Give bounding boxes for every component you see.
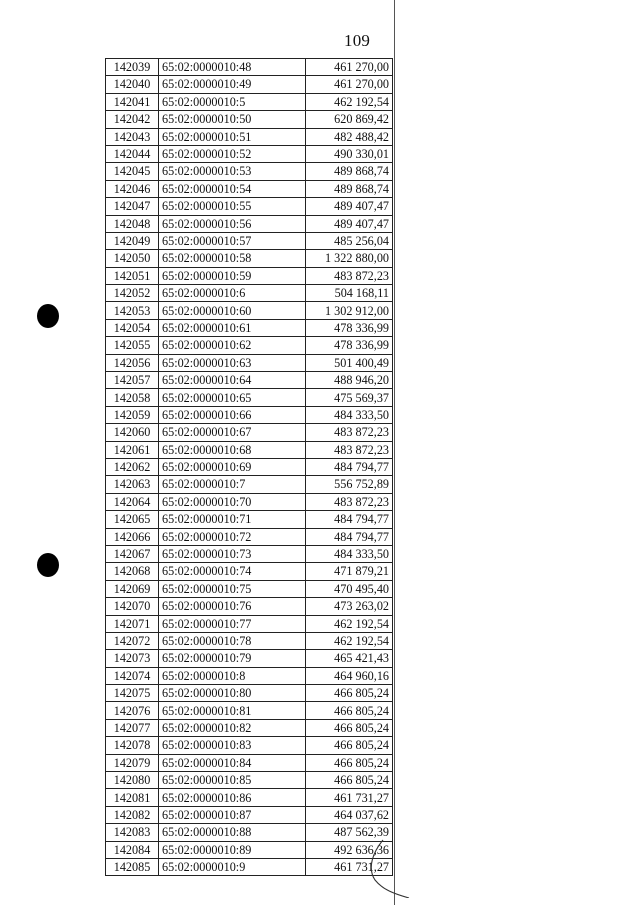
table-row (106, 563, 393, 580)
handwritten-stroke (355, 838, 415, 898)
record-number-cell: 142053 (106, 302, 159, 319)
record-number-cell: 142048 (106, 215, 159, 232)
table-row (106, 267, 393, 284)
cadastral-value-cell: 489 868,74 (306, 163, 393, 180)
table-row (106, 93, 393, 110)
table-row (106, 598, 393, 615)
cadastral-number-cell: 65:02:0000010:58 (159, 250, 306, 267)
cadastral-value-cell: 473 263,02 (306, 598, 393, 615)
table-row (106, 180, 393, 197)
cadastral-value-cell: 556 752,89 (306, 476, 393, 493)
table-row (106, 719, 393, 736)
cadastral-value-cell: 478 336,99 (306, 319, 393, 336)
record-number-cell: 142085 (106, 858, 159, 875)
cadastral-value-cell: 478 336,99 (306, 337, 393, 354)
cadastral-value-cell: 487 562,39 (306, 824, 393, 841)
cadastral-value-cell: 466 805,24 (306, 772, 393, 789)
record-number-cell: 142066 (106, 528, 159, 545)
cadastral-value-cell: 489 868,74 (306, 180, 393, 197)
cadastral-number-cell: 65:02:0000010:9 (159, 858, 306, 875)
cadastral-number-cell: 65:02:0000010:56 (159, 215, 306, 232)
table-row (106, 215, 393, 232)
record-number-cell: 142083 (106, 824, 159, 841)
cadastral-number-cell: 65:02:0000010:52 (159, 145, 306, 162)
table-row (106, 841, 393, 858)
cadastral-value-cell: 483 872,23 (306, 424, 393, 441)
cadastral-number-cell: 65:02:0000010:75 (159, 580, 306, 597)
cadastral-value-cell: 462 192,54 (306, 93, 393, 110)
table-row (106, 163, 393, 180)
record-number-cell: 142058 (106, 389, 159, 406)
record-number-cell: 142063 (106, 476, 159, 493)
cadastral-number-cell: 65:02:0000010:88 (159, 824, 306, 841)
record-number-cell: 142075 (106, 685, 159, 702)
cadastral-value-cell: 462 192,54 (306, 632, 393, 649)
cadastral-value-cell: 484 794,77 (306, 511, 393, 528)
record-number-cell: 142051 (106, 267, 159, 284)
table-row (106, 458, 393, 475)
record-number-cell: 142068 (106, 563, 159, 580)
record-number-cell: 142073 (106, 650, 159, 667)
cadastral-number-cell: 65:02:0000010:86 (159, 789, 306, 806)
cadastral-number-cell: 65:02:0000010:53 (159, 163, 306, 180)
cadastral-value-cell: 465 421,43 (306, 650, 393, 667)
cadastral-number-cell: 65:02:0000010:79 (159, 650, 306, 667)
record-number-cell: 142082 (106, 806, 159, 823)
table-row (106, 754, 393, 771)
record-number-cell: 142062 (106, 458, 159, 475)
cadastral-number-cell: 65:02:0000010:49 (159, 76, 306, 93)
table-row (106, 250, 393, 267)
cadastral-value-cell: 484 333,50 (306, 406, 393, 423)
table-row (106, 824, 393, 841)
cadastral-number-cell: 65:02:0000010:57 (159, 232, 306, 249)
record-number-cell: 142061 (106, 441, 159, 458)
cadastral-number-cell: 65:02:0000010:63 (159, 354, 306, 371)
table-row (106, 737, 393, 754)
cadastral-value-cell: 620 869,42 (306, 111, 393, 128)
table-body (106, 59, 393, 876)
record-number-cell: 142059 (106, 406, 159, 423)
cadastral-value-cell: 492 636,36 (306, 841, 393, 858)
record-number-cell: 142084 (106, 841, 159, 858)
cadastral-number-cell: 65:02:0000010:82 (159, 719, 306, 736)
cadastral-value-cell: 466 805,24 (306, 702, 393, 719)
cadastral-value-cell: 501 400,49 (306, 354, 393, 371)
cadastral-number-cell: 65:02:0000010:84 (159, 754, 306, 771)
table-row (106, 789, 393, 806)
cadastral-value-cell: 1 302 912,00 (306, 302, 393, 319)
cadastral-value-cell: 470 495,40 (306, 580, 393, 597)
cadastral-value-cell: 489 407,47 (306, 215, 393, 232)
table-row (106, 476, 393, 493)
cadastral-value-cell: 464 960,16 (306, 667, 393, 684)
table-row (106, 424, 393, 441)
record-number-cell: 142042 (106, 111, 159, 128)
record-number-cell: 142080 (106, 772, 159, 789)
cadastral-value-cell: 466 805,24 (306, 737, 393, 754)
cadastral-value-cell: 461 270,00 (306, 76, 393, 93)
cadastral-value-cell: 461 731,27 (306, 858, 393, 875)
cadastral-number-cell: 65:02:0000010:50 (159, 111, 306, 128)
table-row (106, 685, 393, 702)
cadastral-number-cell: 65:02:0000010:71 (159, 511, 306, 528)
table-row (106, 702, 393, 719)
cadastral-value-cell: 466 805,24 (306, 754, 393, 771)
punch-hole-mark (37, 304, 59, 328)
record-number-cell: 142074 (106, 667, 159, 684)
cadastral-number-cell: 65:02:0000010:65 (159, 389, 306, 406)
cadastral-number-cell: 65:02:0000010:62 (159, 337, 306, 354)
record-number-cell: 142076 (106, 702, 159, 719)
cadastral-number-cell: 65:02:0000010:72 (159, 528, 306, 545)
record-number-cell: 142081 (106, 789, 159, 806)
table-row (106, 372, 393, 389)
cadastral-value-cell: 504 168,11 (306, 285, 393, 302)
record-number-cell: 142052 (106, 285, 159, 302)
record-number-cell: 142046 (106, 180, 159, 197)
cadastral-number-cell: 65:02:0000010:64 (159, 372, 306, 389)
cadastral-value-cell: 483 872,23 (306, 493, 393, 510)
cadastral-value-cell: 484 333,50 (306, 545, 393, 562)
table-row (106, 493, 393, 510)
cadastral-number-cell: 65:02:0000010:68 (159, 441, 306, 458)
table-row (106, 111, 393, 128)
cadastral-number-cell: 65:02:0000010:54 (159, 180, 306, 197)
cadastral-value-cell: 483 872,23 (306, 441, 393, 458)
cadastral-value-cell: 482 488,42 (306, 128, 393, 145)
cadastral-number-cell: 65:02:0000010:5 (159, 93, 306, 110)
table-row (106, 772, 393, 789)
cadastral-number-cell: 65:02:0000010:87 (159, 806, 306, 823)
record-number-cell: 142072 (106, 632, 159, 649)
record-number-cell: 142050 (106, 250, 159, 267)
table-row (106, 354, 393, 371)
record-number-cell: 142067 (106, 545, 159, 562)
record-number-cell: 142054 (106, 319, 159, 336)
record-number-cell: 142045 (106, 163, 159, 180)
cadastral-value-cell: 461 731,27 (306, 789, 393, 806)
cadastral-number-cell: 65:02:0000010:66 (159, 406, 306, 423)
cadastral-value-cell: 488 946,20 (306, 372, 393, 389)
table-row (106, 615, 393, 632)
cadastral-number-cell: 65:02:0000010:89 (159, 841, 306, 858)
cadastral-number-cell: 65:02:0000010:85 (159, 772, 306, 789)
record-number-cell: 142064 (106, 493, 159, 510)
cadastral-value-cell: 471 879,21 (306, 563, 393, 580)
table-row (106, 650, 393, 667)
cadastral-value-table (105, 58, 393, 876)
table-row (106, 632, 393, 649)
record-number-cell: 142039 (106, 59, 159, 76)
cadastral-number-cell: 65:02:0000010:55 (159, 198, 306, 215)
page-margin-line (394, 0, 395, 905)
cadastral-value-cell: 484 794,77 (306, 528, 393, 545)
table-row (106, 128, 393, 145)
table-row (106, 232, 393, 249)
table-row (106, 302, 393, 319)
record-number-cell: 142069 (106, 580, 159, 597)
cadastral-number-cell: 65:02:0000010:81 (159, 702, 306, 719)
cadastral-value-cell: 464 037,62 (306, 806, 393, 823)
cadastral-value-cell: 462 192,54 (306, 615, 393, 632)
table-row (106, 406, 393, 423)
record-number-cell: 142043 (106, 128, 159, 145)
record-number-cell: 142077 (106, 719, 159, 736)
table-row (106, 389, 393, 406)
table-row (106, 285, 393, 302)
cadastral-number-cell: 65:02:0000010:74 (159, 563, 306, 580)
record-number-cell: 142041 (106, 93, 159, 110)
record-number-cell: 142060 (106, 424, 159, 441)
cadastral-value-cell: 484 794,77 (306, 458, 393, 475)
cadastral-number-cell: 65:02:0000010:6 (159, 285, 306, 302)
table-row (106, 76, 393, 93)
record-number-cell: 142065 (106, 511, 159, 528)
cadastral-number-cell: 65:02:0000010:77 (159, 615, 306, 632)
cadastral-value-cell: 490 330,01 (306, 145, 393, 162)
cadastral-number-cell: 65:02:0000010:60 (159, 302, 306, 319)
cadastral-value-cell: 466 805,24 (306, 685, 393, 702)
table-row (106, 319, 393, 336)
cadastral-value-cell: 461 270,00 (306, 59, 393, 76)
cadastral-number-cell: 65:02:0000010:76 (159, 598, 306, 615)
record-number-cell: 142056 (106, 354, 159, 371)
cadastral-number-cell: 65:02:0000010:48 (159, 59, 306, 76)
table-row (106, 511, 393, 528)
record-number-cell: 142057 (106, 372, 159, 389)
table-row (106, 667, 393, 684)
cadastral-number-cell: 65:02:0000010:73 (159, 545, 306, 562)
cadastral-number-cell: 65:02:0000010:8 (159, 667, 306, 684)
cadastral-number-cell: 65:02:0000010:69 (159, 458, 306, 475)
cadastral-number-cell: 65:02:0000010:70 (159, 493, 306, 510)
cadastral-value-cell: 1 322 880,00 (306, 250, 393, 267)
cadastral-value-cell: 475 569,37 (306, 389, 393, 406)
cadastral-value-cell: 489 407,47 (306, 198, 393, 215)
record-number-cell: 142044 (106, 145, 159, 162)
record-number-cell: 142079 (106, 754, 159, 771)
cadastral-number-cell: 65:02:0000010:7 (159, 476, 306, 493)
record-number-cell: 142040 (106, 76, 159, 93)
table-row (106, 528, 393, 545)
cadastral-number-cell: 65:02:0000010:51 (159, 128, 306, 145)
cadastral-value-cell: 483 872,23 (306, 267, 393, 284)
record-number-cell: 142078 (106, 737, 159, 754)
table-row (106, 198, 393, 215)
record-number-cell: 142070 (106, 598, 159, 615)
cadastral-number-cell: 65:02:0000010:61 (159, 319, 306, 336)
record-number-cell: 142047 (106, 198, 159, 215)
table-row (106, 858, 393, 875)
record-number-cell: 142049 (106, 232, 159, 249)
page-number: 109 (344, 31, 371, 50)
table-row (106, 441, 393, 458)
cadastral-number-cell: 65:02:0000010:59 (159, 267, 306, 284)
table-row (106, 337, 393, 354)
table-row (106, 580, 393, 597)
record-number-cell: 142055 (106, 337, 159, 354)
cadastral-value-cell: 485 256,04 (306, 232, 393, 249)
punch-hole-mark (37, 553, 59, 577)
cadastral-number-cell: 65:02:0000010:78 (159, 632, 306, 649)
record-number-cell: 142071 (106, 615, 159, 632)
cadastral-number-cell: 65:02:0000010:80 (159, 685, 306, 702)
cadastral-number-cell: 65:02:0000010:67 (159, 424, 306, 441)
table-row (106, 545, 393, 562)
table-row (106, 145, 393, 162)
table-row (106, 59, 393, 76)
cadastral-number-cell: 65:02:0000010:83 (159, 737, 306, 754)
cadastral-value-cell: 466 805,24 (306, 719, 393, 736)
table-row (106, 806, 393, 823)
